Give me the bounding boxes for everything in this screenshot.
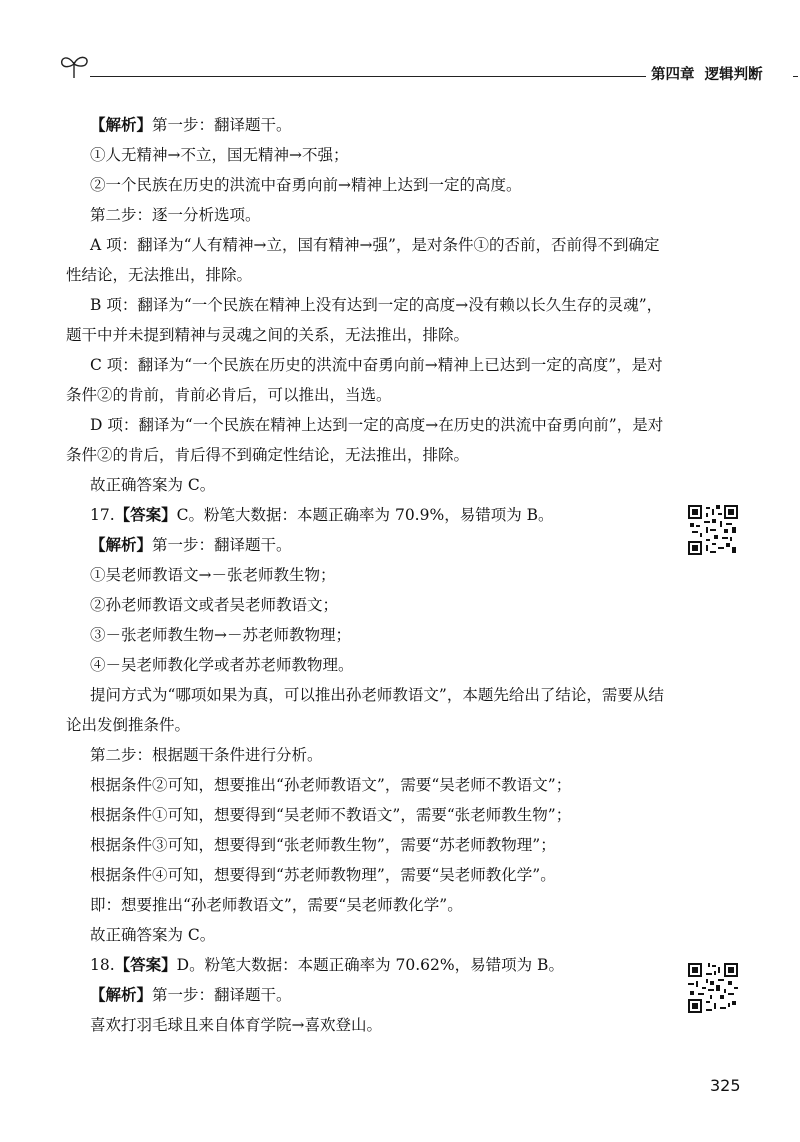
solution-text xyxy=(66,110,666,1040)
paragraph: 根据条件②可知，想要推出“孙老师教语文”，需要“吴老师不教语文”； xyxy=(90,776,572,794)
paragraph: ①人无精神→不立，国无精神→不强； xyxy=(90,146,349,164)
header-rule-right xyxy=(793,76,798,77)
paragraph: A 项：翻译为“人有精神→立，国有精神→强”，是对条件①的否前，否前得不到确定性结论，无法推出，排除。 xyxy=(66,236,660,284)
answer-17: 17.【答案】C。粉笔大数据：本题正确率为 70.9%，易错项为 B。 xyxy=(90,506,554,524)
sprout-icon xyxy=(58,52,92,82)
page-header xyxy=(58,52,798,92)
paragraph: 故正确答案为 C。 xyxy=(90,926,216,944)
paragraph: C 项：翻译为“一个民族在历史的洪流中奋勇向前→精神上已达到一定的高度”，是对条件②的肯前，肯前必肯后，可以推出，当选。 xyxy=(66,356,663,404)
paragraph: 【解析】第一步：翻译题干。 xyxy=(90,986,292,1004)
paragraph: D 项：翻译为“一个民族在精神上达到一定的高度→在历史的洪流中奋勇向前”，是对条件②的肯后，肯后得不到确定性结论，无法推出，排除。 xyxy=(66,416,664,464)
paragraph: B 项：翻译为“一个民族在精神上没有达到一定的高度→没有赖以长久生存的灵魂”，题干中并未提到精神与灵魂之间的关系，无法推出，排除。 xyxy=(66,296,663,344)
header-rule-left xyxy=(90,76,646,77)
page-number: 325 xyxy=(710,1076,741,1095)
paragraph: 第二步：逐一分析选项。 xyxy=(90,206,261,224)
answer-18: 18.【答案】D。粉笔大数据：本题正确率为 70.62%，易错项为 B。 xyxy=(90,956,564,974)
qr-code-icon[interactable] xyxy=(688,963,738,1013)
paragraph: 【解析】第一步：翻译题干。 xyxy=(90,536,292,554)
paragraph: 喜欢打羽毛球且来自体育学院→喜欢登山。 xyxy=(90,1016,382,1034)
paragraph: ②孙老师教语文或者吴老师教语文； xyxy=(90,596,339,614)
paragraph: ①吴老师教语文→－张老师教生物； xyxy=(90,566,336,584)
paragraph: 【解析】第一步：翻译题干。 xyxy=(90,116,292,134)
qr-code-icon[interactable] xyxy=(688,505,738,555)
chapter-heading xyxy=(651,63,763,84)
paragraph: 第二步：根据题干条件进行分析。 xyxy=(90,746,323,764)
paragraph: 即：想要推出“孙老师教语文”，需要“吴老师教化学”。 xyxy=(90,896,463,914)
paragraph: 根据条件①可知，想要得到“吴老师不教语文”，需要“张老师教生物”； xyxy=(90,806,572,824)
chapter-title: 逻辑判断 xyxy=(704,67,763,83)
paragraph: 提问方式为“哪项如果为真，可以推出孙老师教语文”，本题先给出了结论，需要从结论出发倒推条件。 xyxy=(66,686,664,734)
paragraph: ③－张老师教生物→－苏老师教物理； xyxy=(90,626,351,644)
paragraph: 故正确答案为 C。 xyxy=(90,476,216,494)
paragraph: 根据条件④可知，想要得到“苏老师教物理”，需要“吴老师教化学”。 xyxy=(90,866,556,884)
paragraph: ④－吴老师教化学或者苏老师教物理。 xyxy=(90,656,354,674)
chapter-label: 第四章 xyxy=(651,67,695,83)
paragraph: ②一个民族在历史的洪流中奋勇向前→精神上达到一定的高度。 xyxy=(90,176,522,194)
paragraph: 根据条件③可知，想要得到“张老师教生物”，需要“苏老师教物理”； xyxy=(90,836,556,854)
